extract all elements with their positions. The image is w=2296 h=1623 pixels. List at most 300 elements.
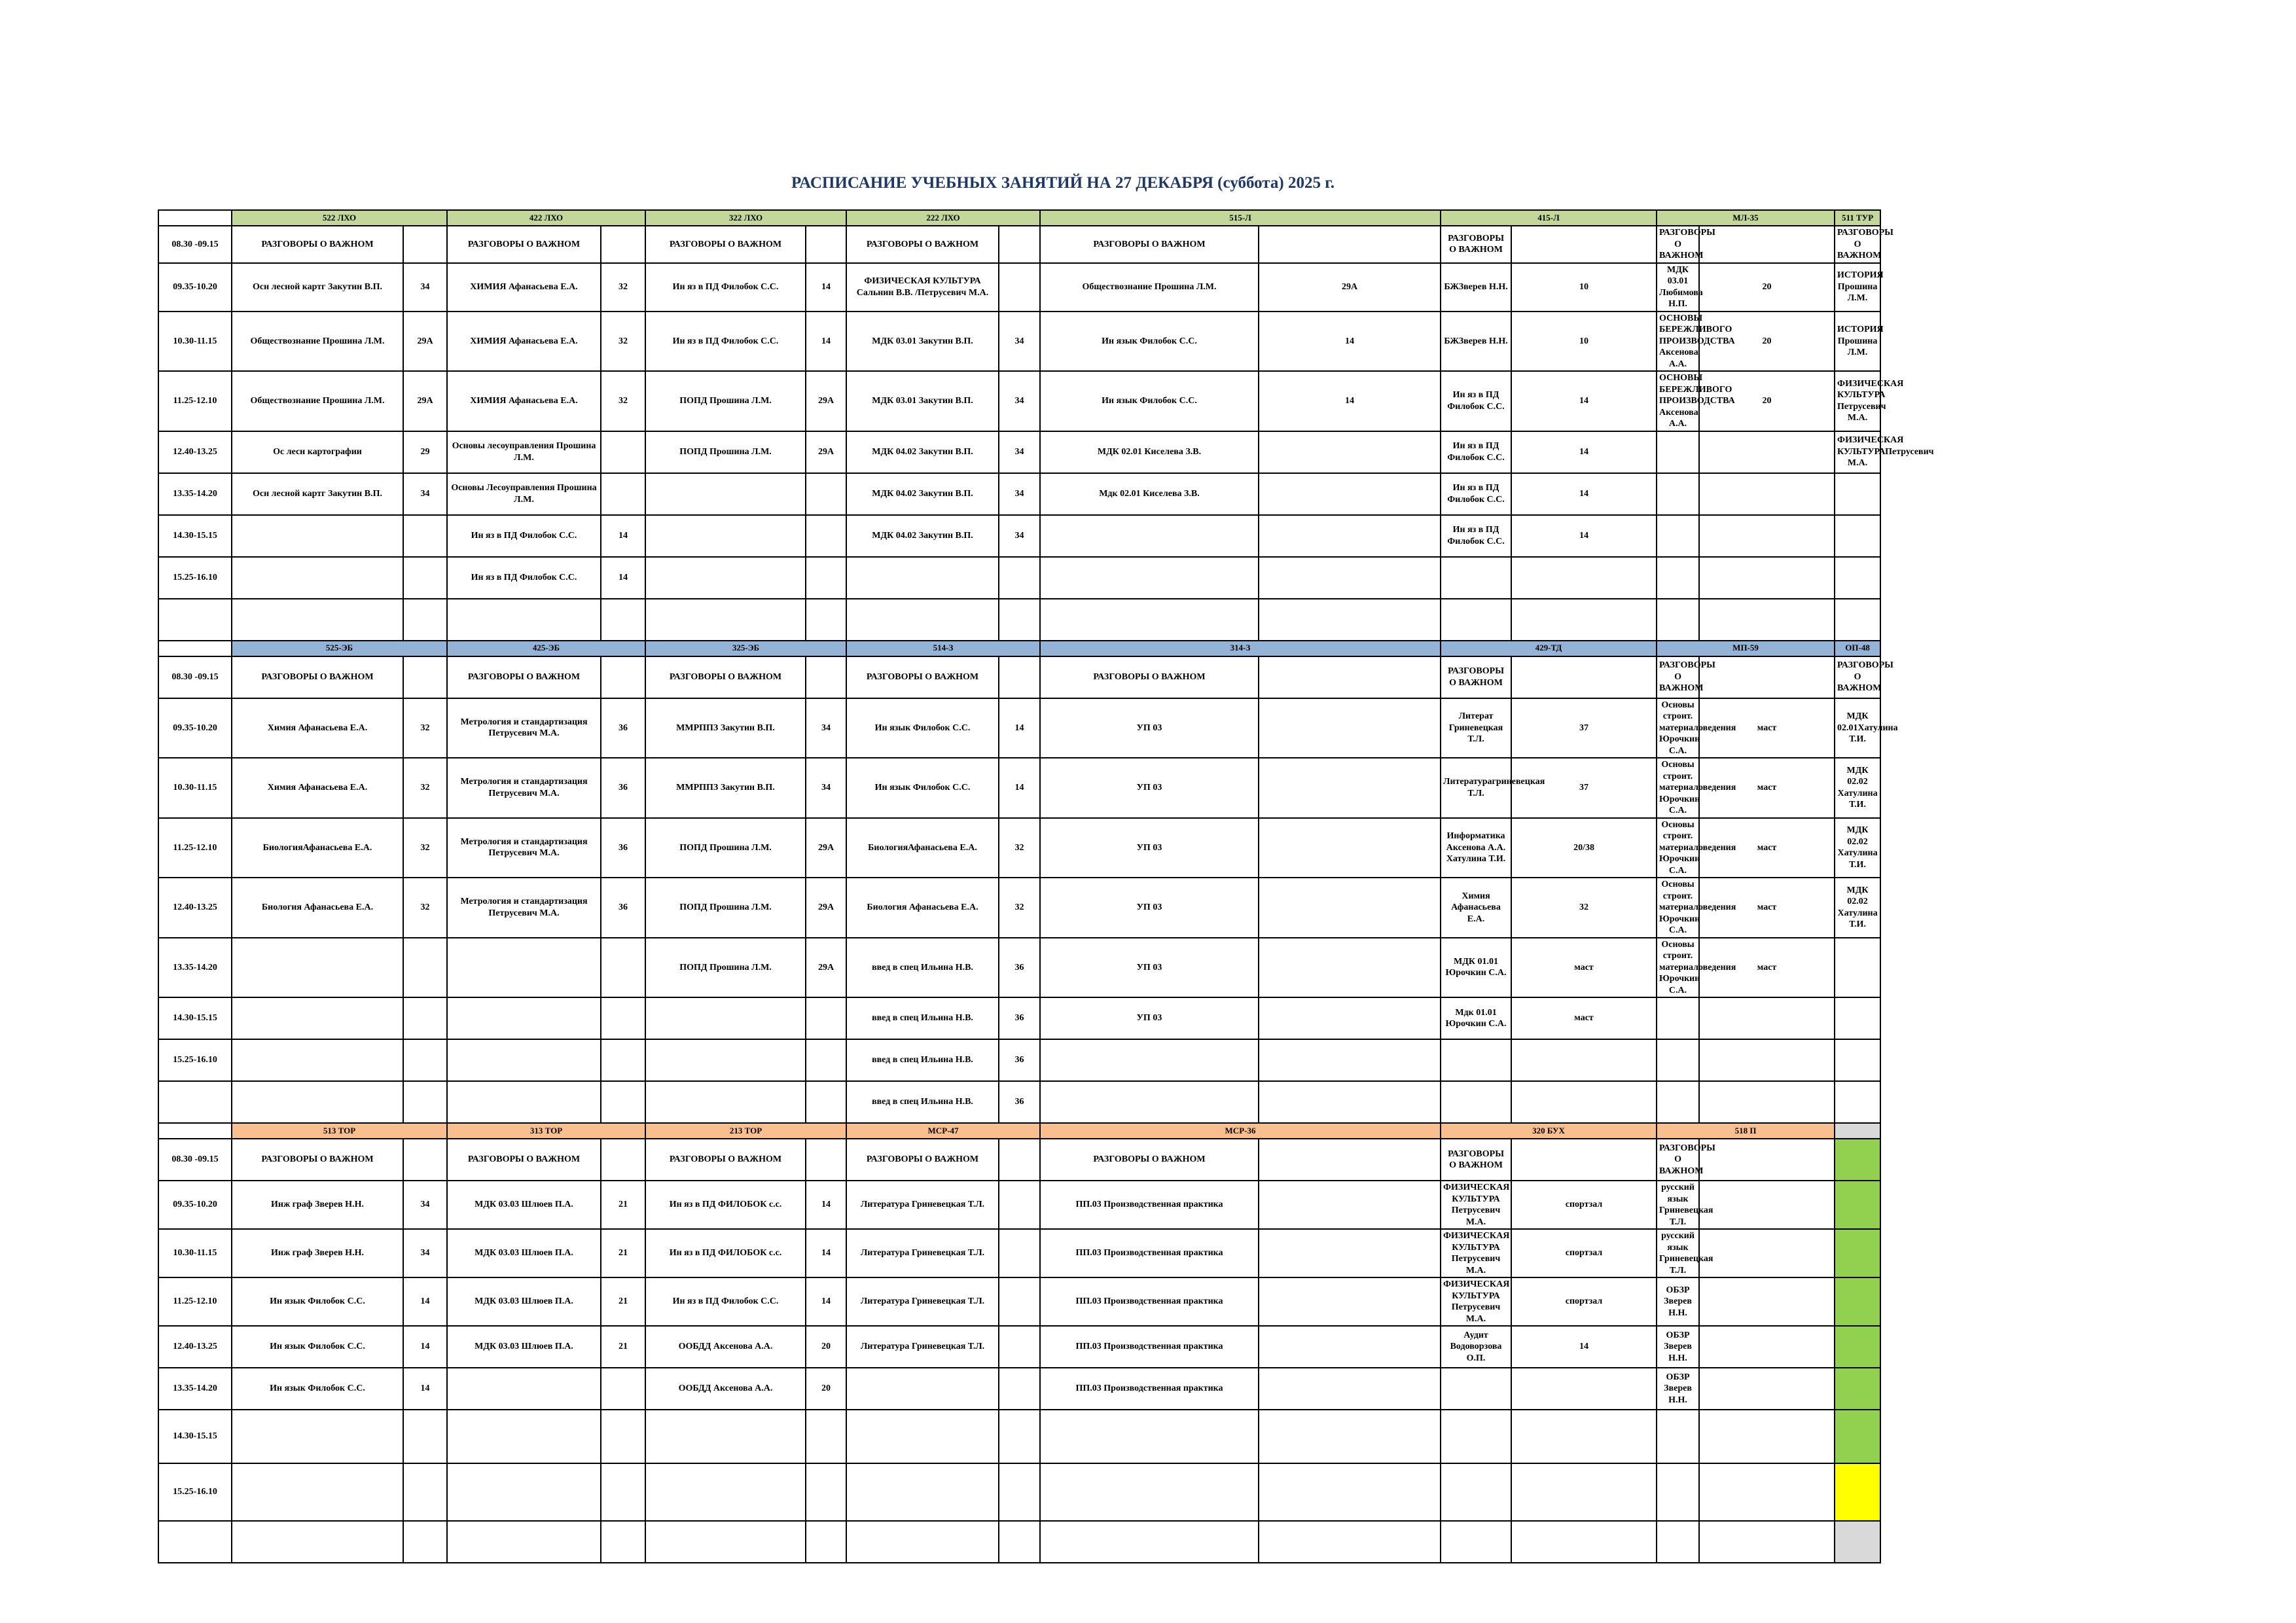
subject-cell: МДК 03.03 Шлюев П.А. (447, 1229, 601, 1277)
room-cell (1699, 1139, 1835, 1181)
schedule-row (158, 1181, 1880, 1229)
room-cell (1259, 431, 1441, 473)
subject-cell (846, 599, 999, 641)
schedule-row (158, 515, 1880, 557)
schedule-row (158, 312, 1880, 372)
subject-cell: ПП.03 Производственная практика (1040, 1368, 1259, 1410)
room-cell (601, 1081, 645, 1123)
room-cell: 34 (403, 263, 447, 312)
room-cell (1259, 758, 1441, 818)
subject-cell: Обществознание Прошина Л.М. (232, 371, 403, 431)
schedule-row (158, 1081, 1880, 1123)
color-fill-cell (1835, 1463, 1880, 1521)
room-cell: 32 (403, 758, 447, 818)
room-cell (806, 599, 846, 641)
subject-cell: БиологияАфанасьева Е.А. (846, 818, 999, 878)
room-cell (806, 515, 846, 557)
group-header: 422 ЛХО (447, 210, 645, 226)
subject-cell: РАЗГОВОРЫ О ВАЖНОМ (1657, 656, 1699, 698)
subject-cell (1835, 515, 1880, 557)
subject-cell: ФИЗИЧЕСКАЯ КУЛЬТУРА Петрусевич М.А. (1441, 1181, 1511, 1229)
subject-cell (447, 599, 601, 641)
subject-cell (1835, 997, 1880, 1039)
subject-cell: Биология Афанасьева Е.А. (846, 878, 999, 938)
subject-cell (232, 1521, 403, 1563)
room-cell: спортзал (1511, 1277, 1657, 1326)
room-cell: 29А (806, 431, 846, 473)
room-cell: 10 (1511, 263, 1657, 312)
subject-cell (645, 1410, 806, 1463)
subject-cell: ПП.03 Производственная практика (1040, 1277, 1259, 1326)
subject-cell (447, 938, 601, 998)
subject-cell (1040, 599, 1259, 641)
subject-cell (1441, 1463, 1511, 1521)
room-cell (1259, 557, 1441, 599)
subject-cell: ПОПД Прошина Л.М. (645, 878, 806, 938)
room-cell: 32 (601, 371, 645, 431)
group-header: 313 ТОР (447, 1123, 645, 1139)
schedule-row (158, 371, 1880, 431)
room-cell (806, 1521, 846, 1563)
room-cell (1259, 515, 1441, 557)
subject-cell: ПОПД Прошина Л.М. (645, 818, 806, 878)
subject-cell: Биология Афанасьева Е.А. (232, 878, 403, 938)
subject-cell (232, 938, 403, 998)
time-cell: 15.25-16.10 (158, 557, 232, 599)
room-cell (1259, 1463, 1441, 1521)
room-cell (999, 1463, 1040, 1521)
room-cell (999, 1410, 1040, 1463)
subject-cell: ФИЗИЧЕСКАЯ КУЛЬТУРА Петрусевич М.А. (1441, 1229, 1511, 1277)
group-header: 429-ТД (1441, 641, 1657, 656)
room-cell (1699, 1521, 1835, 1563)
subject-cell: ПП.03 Производственная практика (1040, 1326, 1259, 1368)
room-cell (1259, 656, 1441, 698)
group-header: ОП-48 (1835, 641, 1880, 656)
time-cell: 09.35-10.20 (158, 698, 232, 758)
subject-cell: русский язык Гриневецкая Т.Л. (1657, 1229, 1699, 1277)
schedule-row (158, 818, 1880, 878)
room-cell: 14 (403, 1277, 447, 1326)
room-cell: 37 (1511, 758, 1657, 818)
subject-cell: Обществознание Прошина Л.М. (1040, 263, 1259, 312)
subject-cell (645, 1039, 806, 1081)
subject-cell: РАЗГОВОРЫ О ВАЖНОМ (1441, 1139, 1511, 1181)
room-cell (1699, 1229, 1835, 1277)
subject-cell: Ин язык Филобок С.С. (232, 1277, 403, 1326)
room-cell: спортзал (1511, 1181, 1657, 1229)
room-cell (1699, 1368, 1835, 1410)
subject-cell: МДК 03.03 Шлюев П.А. (447, 1326, 601, 1368)
subject-cell: Основы строит. материаловедения Юрочкин С.А. (1657, 758, 1699, 818)
subject-cell: Ин язык Филобок С.С. (846, 758, 999, 818)
subject-cell (1441, 1521, 1511, 1563)
subject-cell: ОСНОВЫ БЕРЕЖЛИВОГО ПРОИЗВОДСТВА Аксенова А.А. (1657, 371, 1699, 431)
room-cell: 21 (601, 1229, 645, 1277)
time-cell: 14.30-15.15 (158, 1410, 232, 1463)
subject-cell (1040, 1521, 1259, 1563)
subject-cell: Ин яз в ПД Филобок С.С. (1441, 515, 1511, 557)
room-cell: 14 (601, 557, 645, 599)
schedule-row (158, 557, 1880, 599)
subject-cell (447, 1463, 601, 1521)
subject-cell: ФИЗИЧЕСКАЯ КУЛЬТУРА Петрусевич М.А. (1441, 1277, 1511, 1326)
subject-cell (1040, 1039, 1259, 1081)
subject-cell: МДК 04.02 Закутин В.П. (846, 515, 999, 557)
room-cell: 34 (403, 473, 447, 515)
time-header-cell (158, 210, 232, 226)
subject-cell: Мдк 01.01 Юрочкин С.А. (1441, 997, 1511, 1039)
room-cell: маст (1699, 878, 1835, 938)
room-cell (1699, 599, 1835, 641)
subject-cell: МДК 01.01 Юрочкин С.А. (1441, 938, 1511, 998)
subject-cell: БЖЗверев Н.Н. (1441, 312, 1511, 372)
subject-cell (1657, 1410, 1699, 1463)
subject-cell (1441, 1410, 1511, 1463)
group-header: 518 П (1657, 1123, 1835, 1139)
group-header: МП-59 (1657, 641, 1835, 656)
subject-cell: Основы Лесоуправления Прошина Л.М. (447, 473, 601, 515)
room-cell (1259, 599, 1441, 641)
subject-cell: РАЗГОВОРЫ О ВАЖНОМ (1040, 656, 1259, 698)
room-cell (601, 226, 645, 263)
schedule-table (158, 209, 1934, 1563)
subject-cell (1657, 1039, 1699, 1081)
room-cell: 32 (1511, 878, 1657, 938)
room-cell: 32 (403, 698, 447, 758)
subject-cell: РАЗГОВОРЫ О ВАЖНОМ (645, 226, 806, 263)
room-cell (806, 1039, 846, 1081)
room-cell: 14 (1259, 371, 1441, 431)
subject-cell: Основы строит. материаловедения Юрочкин С.А. (1657, 938, 1699, 998)
subject-cell: ПОПД Прошина Л.М. (645, 371, 806, 431)
group-header-empty (1835, 1123, 1880, 1139)
room-cell (806, 473, 846, 515)
subject-cell: Основы лесоуправления Прошина Л.М. (447, 431, 601, 473)
room-cell: 20/38 (1511, 818, 1657, 878)
subject-cell (846, 1463, 999, 1521)
room-cell (1699, 226, 1835, 263)
time-cell: 12.40-13.25 (158, 431, 232, 473)
room-cell (403, 1139, 447, 1181)
room-cell (403, 557, 447, 599)
subject-cell: ХИМИЯ Афанасьева Е.А. (447, 312, 601, 372)
subject-cell: РАЗГОВОРЫ О ВАЖНОМ (1441, 656, 1511, 698)
subject-cell: Основы строит. материаловедения Юрочкин С.А. (1657, 878, 1699, 938)
room-cell (1259, 1139, 1441, 1181)
group-header: 415-Л (1441, 210, 1657, 226)
room-cell: 14 (403, 1368, 447, 1410)
group-header: МСР-47 (846, 1123, 1040, 1139)
subject-cell (447, 1081, 601, 1123)
room-cell (806, 1081, 846, 1123)
subject-cell: МДК 03.03 Шлюев П.А. (447, 1181, 601, 1229)
subject-cell: РАЗГОВОРЫ О ВАЖНОМ (232, 226, 403, 263)
subject-cell (1040, 1410, 1259, 1463)
subject-cell (447, 1521, 601, 1563)
subject-cell: РАЗГОВОРЫ О ВАЖНОМ (1657, 1139, 1699, 1181)
subject-cell: РАЗГОВОРЫ О ВАЖНОМ (232, 1139, 403, 1181)
subject-cell: Ин яз в ПД ФИЛОБОК с.с. (645, 1181, 806, 1229)
subject-cell: МДК 04.02 Закутин В.П. (846, 431, 999, 473)
schedule-row (158, 1277, 1880, 1326)
room-cell (1259, 1410, 1441, 1463)
subject-cell: Ин язык Филобок С.С. (846, 698, 999, 758)
room-cell: 36 (999, 1039, 1040, 1081)
subject-cell: Метрология и стандартизация Петрусевич М.А. (447, 758, 601, 818)
subject-cell: Осн лесной картг Закутин В.П. (232, 473, 403, 515)
subject-cell (846, 1410, 999, 1463)
group-header: 522 ЛХО (232, 210, 447, 226)
subject-cell: МДК 02.02 Хатулина Т.И. (1835, 818, 1880, 878)
room-cell (1699, 1463, 1835, 1521)
room-cell (806, 1410, 846, 1463)
room-cell: 14 (806, 263, 846, 312)
time-cell (158, 1521, 232, 1563)
subject-cell: БиологияАфанасьева Е.А. (232, 818, 403, 878)
time-cell: 09.35-10.20 (158, 1181, 232, 1229)
group-header: 425-ЭБ (447, 641, 645, 656)
time-cell: 12.40-13.25 (158, 878, 232, 938)
subject-cell: Ин яз в ПД ФИЛОБОК с.с. (645, 1229, 806, 1277)
color-fill-cell (1835, 1277, 1880, 1326)
time-cell (158, 599, 232, 641)
group-header: 525-ЭБ (232, 641, 447, 656)
subject-cell: ОБЗР Зверев Н.Н. (1657, 1368, 1699, 1410)
schedule-row (158, 1326, 1880, 1368)
subject-cell: Ин язык Филобок С.С. (1040, 371, 1259, 431)
room-cell (403, 656, 447, 698)
subject-cell: Метрология и стандартизация Петрусевич М.А. (447, 878, 601, 938)
subject-cell (645, 1463, 806, 1521)
subject-cell (1835, 557, 1880, 599)
room-cell: 36 (601, 758, 645, 818)
time-cell: 13.35-14.20 (158, 1368, 232, 1410)
subject-cell: МДК 02.01Хатулина Т.И. (1835, 698, 1880, 758)
room-cell (806, 1139, 846, 1181)
subject-cell: Химия Афанасьева Е.А. (232, 758, 403, 818)
room-cell: 14 (999, 758, 1040, 818)
subject-cell (645, 1081, 806, 1123)
subject-cell: Литературагриневецкая Т.Л. (1441, 758, 1511, 818)
time-header-cell (158, 641, 232, 656)
room-cell (1259, 1229, 1441, 1277)
group-header: 314-З (1040, 641, 1441, 656)
subject-cell: Ин яз в ПД Филобок С.С. (1441, 473, 1511, 515)
room-cell: 34 (999, 312, 1040, 372)
subject-cell: ММРППЗ Закутин В.П. (645, 698, 806, 758)
subject-cell (447, 1039, 601, 1081)
subject-cell (645, 599, 806, 641)
room-cell (1259, 1368, 1441, 1410)
subject-cell: РАЗГОВОРЫ О ВАЖНОМ (232, 656, 403, 698)
subject-cell (1657, 1521, 1699, 1563)
subject-cell: УП 03 (1040, 878, 1259, 938)
schedule-row (158, 599, 1880, 641)
room-cell: маст (1511, 938, 1657, 998)
room-cell: 37 (1511, 698, 1657, 758)
subject-cell (1657, 473, 1699, 515)
room-cell: 21 (601, 1326, 645, 1368)
room-cell: 14 (1259, 312, 1441, 372)
room-cell: 36 (601, 818, 645, 878)
subject-cell: УП 03 (1040, 698, 1259, 758)
time-cell: 13.35-14.20 (158, 938, 232, 998)
subject-cell: УП 03 (1040, 758, 1259, 818)
room-cell: 14 (1511, 473, 1657, 515)
room-cell: 32 (601, 263, 645, 312)
subject-cell: Ин язык Филобок С.С. (232, 1326, 403, 1368)
room-cell: 32 (601, 312, 645, 372)
room-cell (806, 656, 846, 698)
room-cell (999, 1181, 1040, 1229)
group-header: 511 ТУР (1835, 210, 1880, 226)
room-cell (1699, 997, 1835, 1039)
time-header-cell (158, 1123, 232, 1139)
group-header: 513 ТОР (232, 1123, 447, 1139)
room-cell (1699, 1181, 1835, 1229)
room-cell: 34 (999, 371, 1040, 431)
room-cell (403, 1410, 447, 1463)
block3-header-row (158, 1123, 1880, 1139)
subject-cell: МДК 03.03 Шлюев П.А. (447, 1277, 601, 1326)
room-cell: 34 (806, 698, 846, 758)
subject-cell: МДК 03.01 Любимова Н.П. (1657, 263, 1699, 312)
schedule-row (158, 431, 1880, 473)
room-cell (403, 515, 447, 557)
subject-cell (232, 1039, 403, 1081)
room-cell (999, 557, 1040, 599)
subject-cell: РАЗГОВОРЫ О ВАЖНОМ (1835, 226, 1880, 263)
subject-cell: русский язык Гриневецкая Т.Л. (1657, 1181, 1699, 1229)
schedule-row (158, 1463, 1880, 1521)
subject-cell: Литература Гриневецкая Т.Л. (846, 1326, 999, 1368)
subject-cell: Основы строит. материаловедения Юрочкин С.А. (1657, 698, 1699, 758)
schedule-row (158, 758, 1880, 818)
group-header: 515-Л (1040, 210, 1441, 226)
subject-cell (232, 1410, 403, 1463)
room-cell: 34 (403, 1229, 447, 1277)
subject-cell: ММРППЗ Закутин В.П. (645, 758, 806, 818)
room-cell (1259, 473, 1441, 515)
subject-cell: РАЗГОВОРЫ О ВАЖНОМ (846, 656, 999, 698)
room-cell (1511, 1521, 1657, 1563)
subject-cell (1441, 1081, 1511, 1123)
subject-cell: ХИМИЯ Афанасьева Е.А. (447, 371, 601, 431)
subject-cell: Метрология и стандартизация Петрусевич М.А. (447, 818, 601, 878)
subject-cell: Ин яз в ПД Филобок С.С. (447, 515, 601, 557)
subject-cell (645, 473, 806, 515)
room-cell: 20 (806, 1326, 846, 1368)
room-cell: маст (1699, 938, 1835, 998)
subject-cell (1441, 1039, 1511, 1081)
schedule-row (158, 1410, 1880, 1463)
room-cell: 32 (999, 878, 1040, 938)
room-cell: 20 (806, 1368, 846, 1410)
schedule-row (158, 473, 1880, 515)
room-cell: 36 (601, 698, 645, 758)
time-cell: 10.30-11.15 (158, 1229, 232, 1277)
room-cell (1511, 656, 1657, 698)
color-fill-cell (1835, 1521, 1880, 1563)
time-cell: 15.25-16.10 (158, 1039, 232, 1081)
subject-cell (846, 1521, 999, 1563)
block1-header-row (158, 210, 1880, 226)
room-cell (601, 473, 645, 515)
subject-cell: введ в спец Ильина Н.В. (846, 938, 999, 998)
subject-cell: введ в спец Ильина Н.В. (846, 1039, 999, 1081)
room-cell (1259, 997, 1441, 1039)
color-fill-cell (1835, 1410, 1880, 1463)
room-cell: маст (1699, 758, 1835, 818)
room-cell (999, 1229, 1040, 1277)
room-cell: 29 (403, 431, 447, 473)
subject-cell: УП 03 (1040, 938, 1259, 998)
subject-cell: Литература Гриневецкая Т.Л. (846, 1229, 999, 1277)
subject-cell: Ин яз в ПД Филобок С.С. (645, 1277, 806, 1326)
room-cell: 32 (403, 818, 447, 878)
subject-cell: РАЗГОВОРЫ О ВАЖНОМ (1040, 226, 1259, 263)
room-cell (1259, 938, 1441, 998)
room-cell (999, 1139, 1040, 1181)
subject-cell (1657, 515, 1699, 557)
room-cell (999, 1521, 1040, 1563)
subject-cell (1835, 1081, 1880, 1123)
room-cell (806, 997, 846, 1039)
subject-cell: Ин яз в ПД Филобок С.С. (645, 263, 806, 312)
time-cell: 08.30 -09.15 (158, 656, 232, 698)
group-header: 320 БУХ (1441, 1123, 1657, 1139)
room-cell: 32 (999, 818, 1040, 878)
room-cell (403, 1039, 447, 1081)
subject-cell: Аудит Водоворзова О.П. (1441, 1326, 1511, 1368)
room-cell (1699, 431, 1835, 473)
subject-cell: МДК 02.02 Хатулина Т.И. (1835, 878, 1880, 938)
room-cell (1699, 1081, 1835, 1123)
subject-cell: РАЗГОВОРЫ О ВАЖНОМ (645, 656, 806, 698)
subject-cell: Литература Гриневецкая Т.Л. (846, 1277, 999, 1326)
room-cell (999, 1277, 1040, 1326)
time-cell: 11.25-12.10 (158, 1277, 232, 1326)
room-cell: 14 (999, 698, 1040, 758)
room-cell (1259, 1521, 1441, 1563)
room-cell (403, 1463, 447, 1521)
page-title: РАСПИСАНИЕ УЧЕБНЫХ ЗАНЯТИЙ НА 27 ДЕКАБРЯ (суббота) 2025 г. (791, 174, 1335, 192)
room-cell (999, 656, 1040, 698)
subject-cell (1657, 1463, 1699, 1521)
subject-cell: Ин яз в ПД Филобок С.С. (1441, 371, 1511, 431)
color-fill-cell (1835, 1326, 1880, 1368)
subject-cell (447, 1368, 601, 1410)
subject-cell: Основы строит. материаловедения Юрочкин С.А. (1657, 818, 1699, 878)
room-cell: маст (1511, 997, 1657, 1039)
subject-cell: Ин язык Филобок С.С. (232, 1368, 403, 1410)
room-cell (1259, 1326, 1441, 1368)
group-header: 322 ЛХО (645, 210, 846, 226)
subject-cell: БЖЗверев Н.Н. (1441, 263, 1511, 312)
group-header: МЛ-35 (1657, 210, 1835, 226)
room-cell (1699, 656, 1835, 698)
subject-cell: Осн лесной картг Закутин В.П. (232, 263, 403, 312)
subject-cell (1835, 938, 1880, 998)
room-cell: 20 (1699, 371, 1835, 431)
subject-cell: РАЗГОВОРЫ О ВАЖНОМ (1040, 1139, 1259, 1181)
subject-cell (232, 599, 403, 641)
room-cell: 34 (403, 1181, 447, 1229)
room-cell: 29А (1259, 263, 1441, 312)
room-cell (1699, 1039, 1835, 1081)
room-cell: 21 (601, 1181, 645, 1229)
